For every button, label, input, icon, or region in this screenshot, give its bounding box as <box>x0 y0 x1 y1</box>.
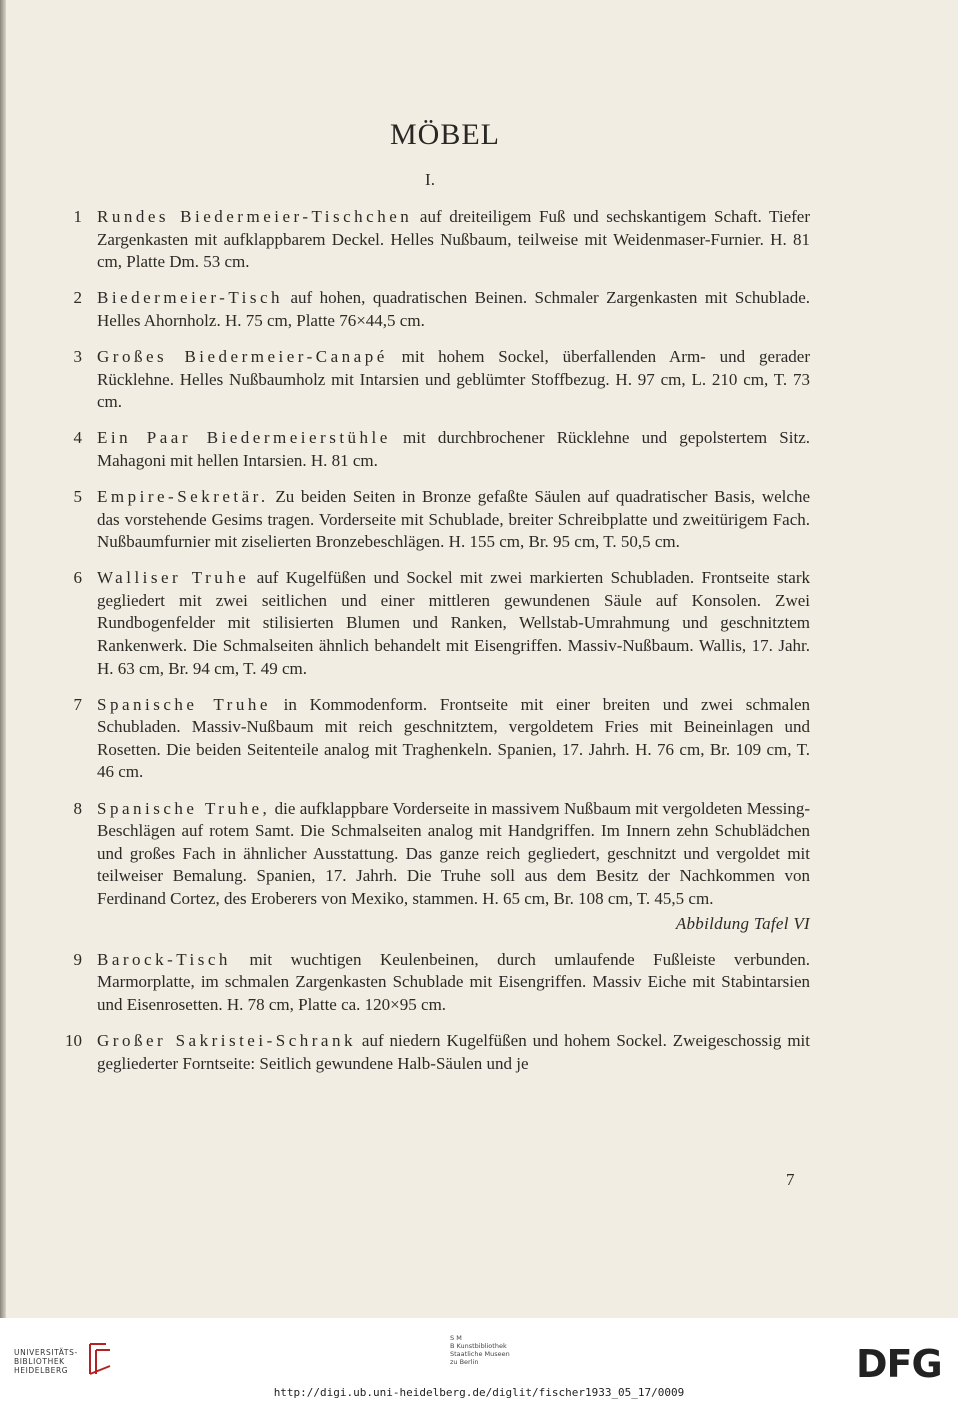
entry-text: Zu beiden Seiten in Bronze gefaßte Säulen auf quadratischer Basis, welche das vorstehende Gesims tragen. Vorderseite mit Schublade, breiter Schreibplatte und zweitürigem Fach. Nußbaumfurnier mit ziselierten Bronzebeschlägen. H. 155 cm, Br. 95 cm, T. 50,5 cm. <box>97 486 810 552</box>
entry-name: Ein Paar Biedermeierstühle <box>97 428 391 448</box>
entry-text: mit durchbrochener Rücklehne und gepolstertem Sitz. Mahagoni mit hellen Intarsien. H. 81 cm. <box>97 428 810 470</box>
entry-number: 2 <box>73 288 82 308</box>
catalog-entry <box>60 486 810 554</box>
entry-number: 4 <box>73 428 82 448</box>
catalog-entry <box>60 287 810 332</box>
page-number: 7 <box>786 1170 795 1189</box>
entry-text: auf niedern Kugelfüßen und hohem Sockel. Zweigeschossig mit gegliederter Forntseite: Seitlich gewundene Halb-Säulen und je <box>97 1030 810 1073</box>
entry-number: 6 <box>73 568 82 588</box>
source-url[interactable]: http://digi.ub.uni-heidelberg.de/diglit/fischer1933_05_17/0009 <box>273 1386 685 1399</box>
catalog-entry <box>60 567 810 680</box>
dfg-logo: DFG <box>856 1342 942 1386</box>
entry-name: Großes Biedermeier-Canapé <box>97 346 388 366</box>
entry-name: Walliser Truhe <box>97 568 250 588</box>
entry-number: 3 <box>73 346 82 366</box>
catalog-entry <box>60 694 810 784</box>
catalog-entry <box>60 427 810 472</box>
entry-number: 5 <box>73 486 82 506</box>
entry-number: 10 <box>65 1030 82 1050</box>
entry-name: Biedermeier-Tisch <box>97 288 284 308</box>
library-line: HEIDELBERG <box>14 1366 69 1375</box>
library-line: BIBLIOTHEK <box>14 1357 65 1366</box>
plate-reference: Abbildung Tafel VI <box>675 913 810 933</box>
digitization-footer <box>0 1318 958 1402</box>
catalog-entry <box>60 949 810 1017</box>
stamp-line: zu Berlin <box>450 1358 479 1366</box>
entry-text: mit wuchtigen Keulenbeinen, durch umlaufende Fußleiste verbunden. Marmorplatte, im schmalen Zargenkasten Schublade mit Eisengriffen. Massiv Eiche mit Stabintarsien und Eisenrosetten. H. 78 cm, Platte ca. 120×95 cm. <box>97 949 810 1014</box>
catalog-entry <box>60 1030 810 1075</box>
section-number: I. <box>425 170 435 189</box>
catalog-entry <box>60 798 810 936</box>
entry-number: 7 <box>73 694 82 714</box>
catalog-entry <box>60 346 810 414</box>
kunstbibliothek-stamp <box>450 1334 510 1366</box>
entry-number: 8 <box>73 798 82 818</box>
entry-name: Großer Sakristei-Schrank <box>97 1030 356 1050</box>
library-name <box>14 1348 78 1375</box>
stamp-line: Staatliche Museen <box>450 1350 510 1358</box>
library-logo-icon <box>86 1340 114 1376</box>
entry-text: die aufklappbare Vorderseite in massivem Nußbaum mit vergoldeten Messing-Beschlägen auf rotem Samt. Die Schmalseiten analog mit Handgriffen. Im Innern zehn Schublädchen und großes Fach in ähnlicher Ausstattung. Das ganze reich gegliedert, geschnitzt und vergoldet mit teilweiser Bemalung. Spanien, 17. Jahrh. Die Truhe soll aus dem Besitz der Nachkommen von Ferdinand Cortez, des Eroberers von Mexiko, stammen. H. 65 cm, Br. 108 cm, T. 45,5 cm. <box>97 798 811 908</box>
catalog-entry <box>60 206 810 274</box>
entry-text: auf dreiteiligem Fuß und sechskantigem Schaft. Tiefer Zargenkasten mit aufklappbarem Deckel. Helles Nußbaum, teilweise mit Weidenmaser-Furnier. H. 81 cm, Platte Dm. 53 cm. <box>97 207 810 272</box>
catalog-entries <box>60 206 810 1089</box>
library-line: UNIVERSITÄTS- <box>14 1348 78 1357</box>
page-title: MÖBEL <box>390 118 500 151</box>
entry-text: auf hohen, quadratischen Beinen. Schmaler Zargenkasten mit Schublade. Helles Ahornholz. H. 75 cm, Platte 76×44,5 cm. <box>97 288 810 330</box>
stamp-line: B Kunstbibliothek <box>450 1342 507 1350</box>
entry-number: 1 <box>73 207 82 226</box>
stamp-line: S M <box>450 1334 462 1342</box>
entry-name: Rundes Biedermeier-Tischchen <box>97 207 413 226</box>
entry-text: mit hohem Sockel, überfallenden Arm- und gerader Rücklehne. Helles Nußbaumholz mit Intarsien und geblümter Stoffbezug. H. 97 cm, L. 210 cm, T. 73 cm. <box>97 346 810 412</box>
entry-name: Spanische Truhe <box>97 694 271 714</box>
entry-text: in Kommodenform. Frontseite mit einer breiten und zwei schmalen Schubladen. Massiv-Nußbaum mit reich geschnitztem, vergoldetem Fries mit Beineinlagen und Rosetten. Die beiden Seitenteile analog mit Traghenkeln. Spanien, 17. Jahrh. H. 76 cm, Br. 109 cm, T. 46 cm. <box>97 694 810 782</box>
entry-number: 9 <box>73 949 82 969</box>
entry-name: Spanische Truhe, <box>97 798 271 818</box>
page-edge-shadow <box>0 0 6 1318</box>
entry-text: auf Kugelfüßen und Sockel mit zwei markierten Schubladen. Frontseite stark gegliedert mit zwei seitlichen und einer mittleren gewundenen Säule auf Konsolen. Zwei Rundbogenfelder mit stilisierten Blumen und Ranken, Wellstab-Umrahmung und geschnitztem Rankenwerk. Die Schmalseiten ähnlich behandelt mit Eisengriffen. Massiv-Nußbaum. Wallis, 17. Jahr. H. 63 cm, Br. 94 cm, T. 49 cm. <box>97 568 810 678</box>
entry-name: Empire-Sekretär. <box>97 486 269 506</box>
entry-name: Barock-Tisch <box>97 949 231 969</box>
